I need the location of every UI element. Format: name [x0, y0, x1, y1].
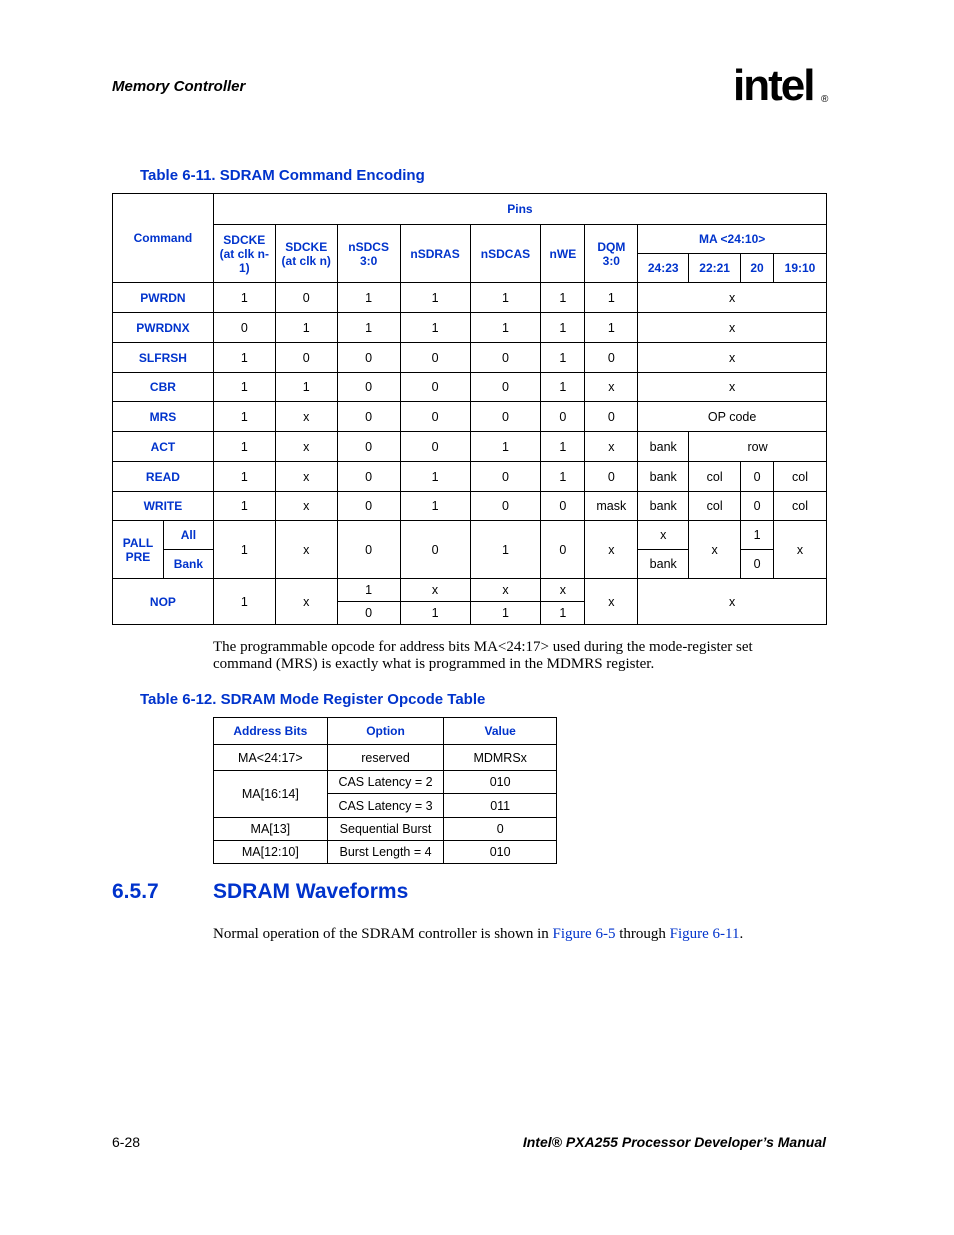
table-row: CAS Latency = 3 011	[214, 794, 557, 818]
opcode-table	[213, 717, 557, 864]
header-address-bits: Address Bits	[214, 718, 328, 745]
table-row: PALL PRE All 1 x 0 0 1 0 x x x 1 x	[113, 521, 827, 550]
logo-wordmark: intel	[733, 61, 814, 110]
table-row: MRS 1 x 0 0 0 0 0 OP code	[113, 402, 827, 432]
table-row: MA[12:10] Burst Length = 4 010	[214, 841, 557, 864]
header-nsdcas: nSDCAS	[470, 225, 541, 283]
header-nwe: nWE	[541, 225, 585, 283]
running-header: Memory Controller	[112, 78, 246, 95]
table-row: MA[16:14] CAS Latency = 2 010	[214, 771, 557, 794]
table-row: READ 1 x 0 1 0 1 0 bank col 0 col	[113, 462, 827, 492]
header-sdcke-n: SDCKE (at clk n)	[275, 225, 337, 283]
header-sdcke-n1: SDCKE (at clk n-1)	[213, 225, 275, 283]
waveforms-paragraph: Normal operation of the SDRAM controller is shown in Figure 6-5 through Figure 6-11.	[213, 926, 744, 942]
header-nsdras: nSDRAS	[400, 225, 470, 283]
manual-title: Intel® PXA255 Processor Developer’s Manual	[522, 1134, 826, 1150]
section-number: 6.5.7	[112, 880, 159, 903]
header-command: Command	[113, 194, 214, 283]
header-nsdcs: nSDCS 3:0	[337, 225, 400, 283]
header-dqm: DQM 3:0	[585, 225, 638, 283]
header-ma-22-21: 22:21	[689, 254, 741, 283]
section-title: SDRAM Waveforms	[213, 880, 409, 903]
table-row: WRITE 1 x 0 1 0 0 mask bank col 0 col	[113, 492, 827, 521]
table-row: PWRDN 1 0 1 1 1 1 1 x	[113, 283, 827, 313]
figure-6-5-link[interactable]: Figure 6-5	[552, 926, 616, 942]
logo-registered-mark: ®	[821, 94, 829, 105]
intel-logo	[733, 58, 833, 118]
header-pins: Pins	[213, 194, 826, 225]
header-ma-24-23: 24:23	[638, 254, 689, 283]
table-row: SLFRSH 1 0 0 0 0 1 0 x	[113, 343, 827, 373]
header-ma: MA <24:10>	[638, 225, 827, 254]
table-row: 0 1 1 1	[113, 602, 827, 625]
table-row: Bank bank 0	[113, 550, 827, 579]
table2-caption: Table 6-12. SDRAM Mode Register Opcode Table	[140, 691, 486, 708]
header-value: Value	[444, 718, 557, 745]
header-ma-20: 20	[741, 254, 774, 283]
table-row: PWRDNX 0 1 1 1 1 1 1 x	[113, 313, 827, 343]
table-row: MA[13] Sequential Burst 0	[214, 818, 557, 841]
table-row: MA<24:17> reserved MDMRSx	[214, 745, 557, 771]
command-encoding-table	[112, 193, 827, 625]
table-row: ACT 1 x 0 0 1 1 x bank row	[113, 432, 827, 462]
table-row: NOP 1 x 1 x x x x x	[113, 579, 827, 602]
opcode-paragraph: The programmable opcode for address bits MA<24:17> used during the mode-register set command (MRS) is exactly what is programmed in the MDMRS register.	[213, 639, 753, 672]
page-number: 6-28	[112, 1134, 141, 1150]
table1-caption: Table 6-11. SDRAM Command Encoding	[140, 167, 425, 184]
table-row: CBR 1 1 0 0 0 1 x x	[113, 373, 827, 402]
header-ma-19-10: 19:10	[774, 254, 827, 283]
figure-6-11-link[interactable]: Figure 6-11	[669, 926, 740, 942]
header-option: Option	[327, 718, 444, 745]
